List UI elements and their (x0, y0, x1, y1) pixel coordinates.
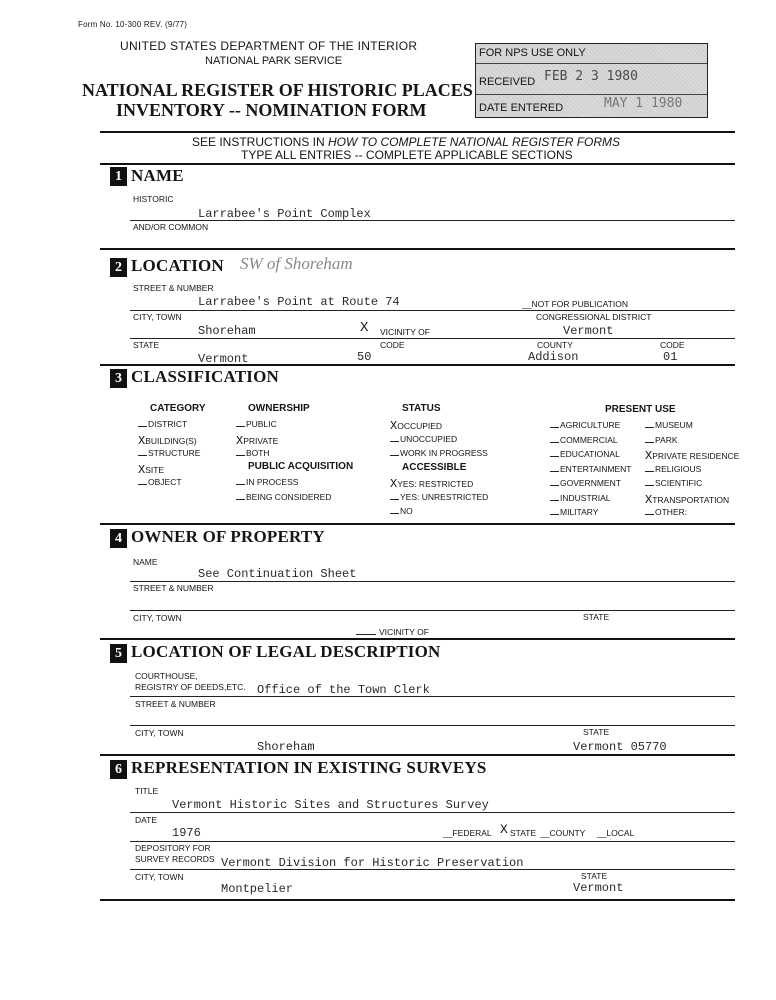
instructions-line2: TYPE ALL ENTRIES -- COMPLETE APPLICABLE SECTIONS (241, 148, 573, 162)
section-1-title: NAME (131, 166, 184, 185)
county-label: COUNTY (537, 340, 573, 350)
check-mark (236, 484, 245, 485)
survey-date-value: 1976 (172, 826, 201, 840)
check-mark (236, 426, 245, 427)
check-mark (550, 471, 559, 472)
status-option-label: OCCUPIED (397, 421, 443, 431)
accessible-heading: ACCESSIBLE (402, 462, 467, 473)
not-for-publication-label: __NOT FOR PUBLICATION (522, 299, 628, 309)
service-name: NATIONAL PARK SERVICE (205, 55, 343, 67)
present-use-option-label: ENTERTAINMENT (560, 463, 632, 474)
present-use-option (550, 478, 621, 488)
owner-state-label: STATE (583, 612, 610, 622)
federal-option: __FEDERAL (443, 828, 492, 838)
street-number-label: STREET & NUMBER (133, 283, 214, 293)
acquisition-option-label: IN PROCESS (246, 477, 299, 487)
category-option-label: STRUCTURE (148, 448, 201, 458)
legal-city-label: CITY, TOWN (135, 728, 184, 738)
check-mark: X (645, 449, 653, 463)
instructions-line1: SEE INSTRUCTIONS IN HOW TO COMPLETE NATIONAL REGISTER FORMS (192, 135, 621, 149)
status-option (390, 434, 457, 444)
state-label: STATE (133, 340, 160, 350)
owner-name-value: See Continuation Sheet (198, 567, 357, 581)
present-use-option-label: COMMERCIAL (560, 434, 618, 445)
present-use-option (550, 464, 631, 474)
county-code-value: 01 (663, 350, 678, 364)
check-mark (138, 455, 147, 456)
county-code-label: CODE (660, 340, 685, 350)
owner-street-label: STREET & NUMBER (133, 583, 214, 593)
ownership-heading: OWNERSHIP (248, 403, 310, 414)
category-option-label: BUILDING(S) (145, 435, 197, 446)
present-use-option (645, 420, 693, 430)
survey-state-value: Vermont (573, 881, 624, 895)
present-use-option (550, 493, 611, 503)
section-3-number: 3 (110, 369, 127, 388)
present-use-option-label: GOVERNMENT (560, 478, 621, 488)
survey-city-value: Montpelier (221, 882, 294, 896)
county-value: Addison (528, 350, 579, 364)
county-option: __COUNTY (540, 828, 586, 838)
survey-title-label: TITLE (135, 786, 159, 796)
courthouse-value: Office of the Town Clerk (257, 683, 430, 697)
present-use-option (645, 449, 739, 463)
check-mark (645, 427, 654, 428)
vicinity-check-mark: X (360, 320, 369, 336)
check-mark (236, 455, 245, 456)
present-use-option-label: PRIVATE RESIDENCE (652, 451, 740, 461)
check-mark (645, 471, 654, 472)
state-check-mark: X (500, 822, 508, 837)
accessible-option-label: YES: UNRESTRICTED (400, 491, 489, 502)
status-heading: STATUS (402, 403, 441, 414)
present-use-option-label: OTHER: (655, 507, 688, 517)
present-use-option (550, 420, 620, 430)
check-mark: X (236, 433, 244, 448)
section-5-number: 5 (110, 644, 127, 663)
check-mark (390, 499, 399, 500)
check-mark (390, 441, 399, 442)
local-option: __LOCAL (597, 828, 635, 838)
date-entered-stamp: MAY 1 1980 (604, 96, 683, 111)
present-use-option (645, 478, 702, 488)
present-use-option (550, 435, 618, 445)
state-value: Vermont (198, 352, 249, 366)
section-3-title: CLASSIFICATION (131, 367, 279, 386)
status-option-label: WORK IN PROGRESS (400, 448, 488, 458)
section-1-number: 1 (110, 167, 127, 186)
ownership-option (236, 434, 278, 448)
nps-box-heading: FOR NPS USE ONLY (479, 47, 586, 59)
owner-vicinity-label: VICINITY OF (356, 627, 429, 637)
present-use-heading: PRESENT USE (605, 404, 676, 415)
category-option-label: OBJECT (148, 477, 182, 487)
department-name: UNITED STATES DEPARTMENT OF THE INTERIOR (120, 39, 418, 53)
survey-date-label: DATE (135, 815, 158, 825)
check-mark (645, 514, 654, 515)
street-value: Larrabee's Point at Route 74 (198, 295, 400, 309)
category-heading: CATEGORY (150, 403, 206, 414)
received-label: RECEIVED (479, 76, 536, 88)
owner-city-label: CITY, TOWN (133, 613, 182, 623)
ownership-option-label: PRIVATE (243, 435, 279, 446)
present-use-option (550, 507, 598, 517)
present-use-option-label: PARK (655, 434, 678, 445)
state-code-label: CODE (380, 340, 405, 350)
owner-name-label: NAME (133, 557, 158, 567)
category-option (138, 477, 182, 487)
handwritten-note: SW of Shoreham (240, 254, 353, 273)
present-use-option (550, 449, 620, 459)
check-mark (138, 426, 147, 427)
check-mark (390, 513, 399, 514)
check-mark (550, 500, 559, 501)
accessible-option (390, 477, 473, 491)
category-option (138, 434, 197, 448)
present-use-option-label: TRANSPORTATION (652, 494, 730, 505)
ownership-option (236, 419, 277, 429)
accessible-option-label: YES: RESTRICTED (397, 479, 474, 489)
check-mark (550, 514, 559, 515)
received-stamp: FEB 2 3 1980 (544, 69, 638, 84)
check-mark: X (138, 462, 146, 477)
form-title-line2: INVENTORY -- NOMINATION FORM (116, 100, 427, 120)
check-mark (550, 427, 559, 428)
legal-street-label: STREET & NUMBER (135, 699, 216, 709)
check-mark (550, 485, 559, 486)
survey-city-label: CITY, TOWN (135, 872, 184, 882)
form-number: Form No. 10-300 REV. (9/77) (78, 20, 188, 29)
courthouse-label: COURTHOUSE, (135, 671, 198, 681)
present-use-option-label: AGRICULTURE (560, 420, 621, 430)
congressional-district-label: CONGRESSIONAL DISTRICT (536, 312, 652, 322)
accessible-option-label: NO (400, 506, 413, 516)
check-mark: X (390, 477, 398, 491)
present-use-option-label: MUSEUM (655, 420, 693, 430)
public-acquisition-heading: PUBLIC ACQUISITION (248, 461, 354, 472)
category-option-label: DISTRICT (148, 419, 188, 429)
category-option (138, 463, 164, 477)
date-entered-label: DATE ENTERED (479, 102, 564, 114)
city-value: Shoreham (198, 324, 256, 338)
acquisition-option (236, 477, 298, 487)
section-6-number: 6 (110, 760, 127, 779)
acquisition-option (236, 492, 332, 502)
status-option (390, 448, 488, 458)
registry-label: REGISTRY OF DEEDS,ETC. (135, 682, 246, 692)
present-use-option-label: SCIENTIFIC (655, 478, 703, 488)
category-option-label: SITE (145, 464, 165, 475)
category-option (138, 419, 187, 429)
accessible-option (390, 492, 488, 502)
historic-label: HISTORIC (133, 194, 174, 204)
check-mark (550, 442, 559, 443)
survey-state-label: STATE (581, 871, 608, 881)
survey-title-value: Vermont Historic Sites and Structures Survey (172, 798, 489, 812)
accessible-option (390, 506, 413, 516)
form-title-line1: NATIONAL REGISTER OF HISTORIC PLACES (82, 80, 473, 100)
state-code-value: 50 (357, 350, 372, 364)
depository-value: Vermont Division for Historic Preservation (221, 856, 524, 870)
section-4-number: 4 (110, 529, 127, 548)
status-option-label: UNOCCUPIED (400, 433, 458, 444)
present-use-option (645, 507, 687, 517)
check-mark (645, 485, 654, 486)
legal-city-value: Shoreham (257, 740, 315, 754)
historic-name-value: Larrabee's Point Complex (198, 207, 371, 221)
nps-use-only-box (475, 43, 708, 118)
section-4-title: OWNER OF PROPERTY (131, 527, 325, 546)
present-use-option-label: INDUSTRIAL (560, 492, 611, 503)
category-option (138, 448, 200, 458)
depository-label-2: SURVEY RECORDS (135, 854, 215, 864)
ownership-option-label: PUBLIC (246, 419, 277, 429)
check-mark (390, 455, 399, 456)
depository-label-1: DEPOSITORY FOR (135, 843, 211, 853)
check-mark (138, 484, 147, 485)
section-5-title: LOCATION OF LEGAL DESCRIPTION (131, 642, 441, 661)
present-use-option-label: MILITARY (560, 507, 599, 517)
check-mark (645, 442, 654, 443)
check-mark: X (390, 419, 398, 433)
check-mark (550, 456, 559, 457)
common-name-label: AND/OR COMMON (133, 222, 209, 232)
city-town-label: CITY, TOWN (133, 312, 182, 322)
section-2-number: 2 (110, 258, 127, 277)
present-use-option (645, 493, 729, 507)
ownership-option-label: BOTH (246, 448, 270, 458)
ownership-option (236, 448, 270, 458)
present-use-option-label: RELIGIOUS (655, 463, 702, 474)
status-option (390, 419, 442, 433)
present-use-option-label: EDUCATIONAL (560, 449, 620, 459)
legal-state-label: STATE (583, 727, 610, 737)
section-6-title: REPRESENTATION IN EXISTING SURVEYS (131, 758, 487, 777)
check-mark (236, 499, 245, 500)
check-mark: X (645, 492, 653, 507)
legal-state-value: Vermont 05770 (573, 740, 667, 754)
acquisition-option-label: BEING CONSIDERED (246, 491, 332, 502)
state-option: STATE (510, 828, 537, 838)
vicinity-of-label: VICINITY OF (380, 327, 430, 337)
check-mark: X (138, 433, 146, 448)
present-use-option (645, 464, 701, 474)
section-2-title: LOCATION (131, 256, 224, 275)
congressional-district-value: Vermont (563, 324, 614, 338)
present-use-option (645, 435, 678, 445)
